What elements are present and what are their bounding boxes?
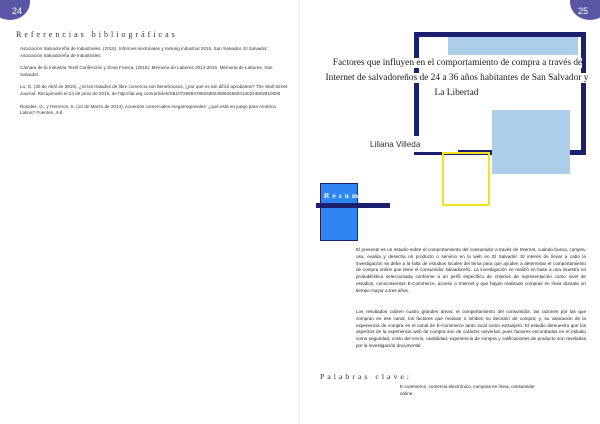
decor-navy-bar [316,203,390,208]
author-name: Liliana Villeda [370,140,421,149]
page-number-badge [0,0,30,20]
decor-yellow-frame [442,152,490,206]
decor-light-blue-right [492,110,570,174]
abstract-paragraph: Los resultados cubren cuatro grandes áreas: el comportamiento del consumidor, las razones por las que compran en ese canal, los factores que motivan o inhiben su decisión de compra; y, su valoración de la experiencia de compra en el canal de E-Commerce tanto local como extranjero. El estudio demuestra que los aspectos de la experiencia web de compra son de carácter universal, pues factores encontrados en el estudio como seguridad, costo del envío, usabilidad, experiencia de compra y calificaciones de producto son revelados por la investigación documental. [356,309,586,348]
reference-item: Rosales, O., y Herreros, S. (13 de Marzo de 2014). Acuerdos comerciales megarregionales: ¿qué está en juego para América Latina? Fuentes, 4-8. [20,103,276,116]
page-number: 25 [578,6,589,16]
article-title [324,56,590,101]
references-list [20,46,290,123]
references-heading: Referencias bibliográficas [16,30,178,39]
abstract-heading: Resumen [324,191,375,200]
reference-item: Lo, G. (30 de Abril de 2015). ¿Si los tratados de libre comercio son beneficiosos, ¿por qué es tan difícil aprobarlos? The Wall Street Journal. Recuperado el 24 de junio de 2015, de http://lat.wsj.com/articles/SB10728864788033824805045804130224802910006 [20,84,288,96]
reference-item: Cámara de la Industria Textil Confección y Zona Franca. (2015). Memoria de Labores 2014-2015. Memoria de Labores, San Salvador. [20,65,273,77]
article-title-text: Factores que influyen en el comportamiento de compra a través de Internet de salvadoreños de 24 a 36 años habitantes de San Salvador y La Libertad [325,58,589,98]
keywords-text: E-commerce, comercio electrónico, compras en línea, consumidor online. [400,384,535,396]
keywords-heading: Palabras clave: [320,372,412,381]
page-number-badge [570,0,600,20]
page-number: 24 [11,6,22,16]
right-page [300,0,600,424]
abstract-paragraph: El presente es un estudio sobre el comportamiento del consumidor a través de Internet, cuándo busca, compra, usa, evalúa y desecha un producto o servicio en la web en El Salvador. El interés de llevar a cabo la investigación se debe a la falta de estudios locales del tema para que ayuden a determinar el comportamiento de compra online que tiene el consumidor salvadoreño. La investigación se realizó en base a una muestra no probabilística seleccionada conforme a un perfil específico de criterios de representación como nivel de estudios, conocimientos E-Commerce, acceso a Internet y que hayan realizado compras en línea durante un tiempo mayor a tres años. [356,247,586,293]
reference-item: Asociación Salvadoreña de Industriales. (2016). Informes sectoriales y ranking industrial 2015. San Salvador, El Salvador: Asociación Salvadoreña de Industriales. [20,46,269,58]
